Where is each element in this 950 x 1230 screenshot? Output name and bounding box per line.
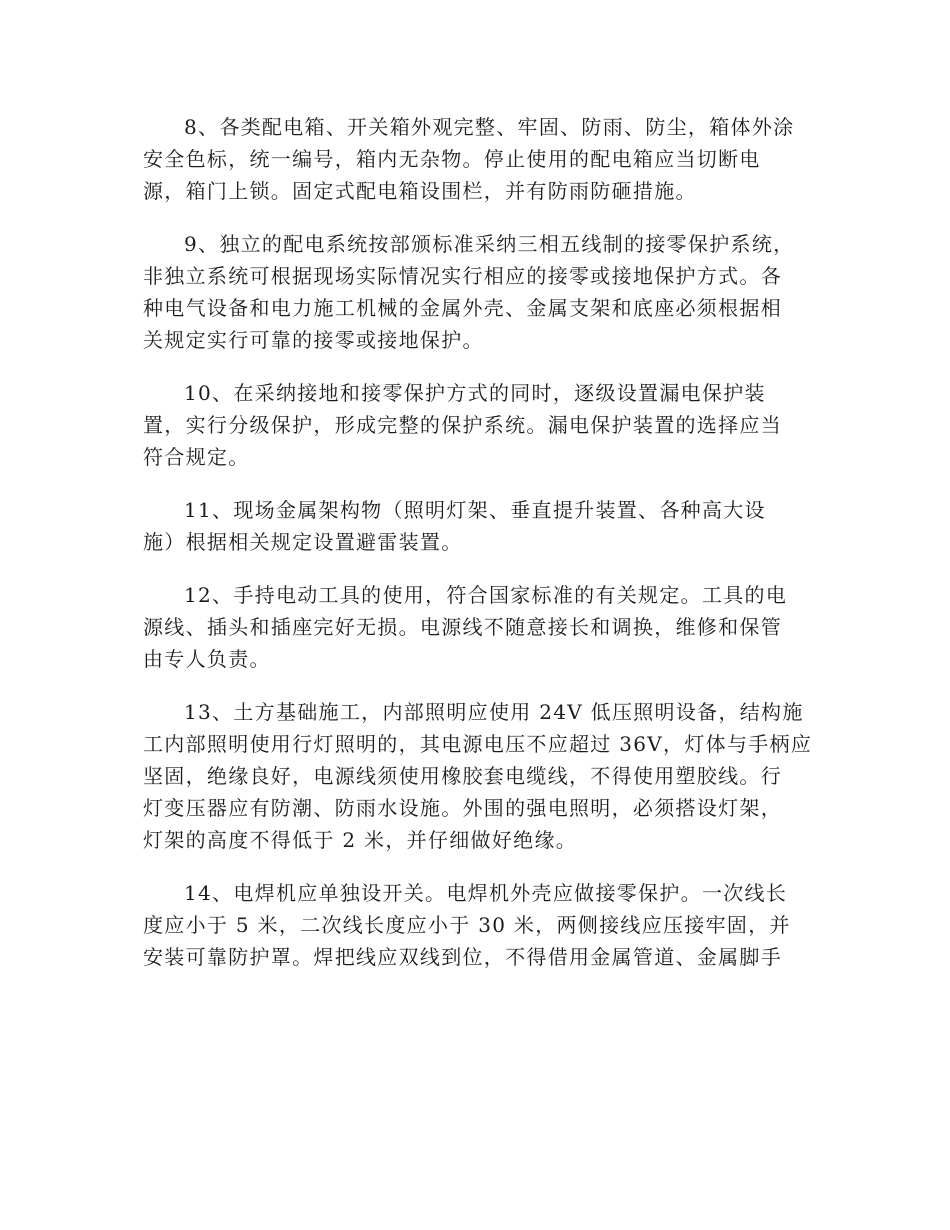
text-line: 工内部照明使用行灯照明的，其电源电压不应超过 36V，灯体与手柄应 [143,732,813,756]
text-line: 11、现场金属架构物（照明灯架、垂直提升装置、各种高大设 [184,498,766,522]
text-line: 安装可靠防护罩。焊把线应双线到位，不得借用金属管道、金属脚手 [143,945,782,969]
text-line: 关规定实行可靠的接零或接地保护。 [143,328,484,352]
text-line: 符合规定。 [143,445,250,469]
paragraph-10 [143,377,803,473]
paragraph-13 [143,696,813,856]
text-line: 14、电焊机应单独设开关。电焊机外壳应做接零保护。一次线长 [184,881,788,905]
text-line: 非独立系统可根据现场实际情况实行相应的接零或接地保护方式。各 [143,264,782,288]
text-line: 坚固，绝缘良好，电源线须使用橡胶套电缆线，不得使用塑胶线。行 [143,764,782,788]
paragraph-14 [143,877,803,973]
paragraph-8 [143,111,803,207]
text-line: 安全色标，统一编号，箱内无杂物。停止使用的配电箱应当切断电 [143,147,761,171]
text-line: 8、各类配电箱、开关箱外观完整、牢固、防雨、防尘，箱体外涂 [184,115,795,139]
text-line: 13、土方基础施工，内部照明应使用 24V 低压照明设备，结构施 [184,700,804,724]
paragraph-9 [143,228,803,356]
text-line: 施）根据相关规定设置避雷装置。 [143,530,463,554]
text-line: 由专人负责。 [143,647,271,671]
text-line: 10、在采纳接地和接零保护方式的同时，逐级设置漏电保护装 [184,381,766,405]
text-line: 源线、插头和插座完好无损。电源线不随意接长和调换，维修和保管 [143,615,782,639]
paragraph-12 [143,579,803,675]
paragraph-11 [143,494,803,558]
text-line: 灯架的高度不得低于 2 米，并仔细做好绝缘。 [143,828,578,852]
text-line: 度应小于 5 米，二次线长度应小于 30 米，两侧接线应压接牢固，并 [143,913,791,937]
text-line: 12、手持电动工具的使用，符合国家标准的有关规定。工具的电 [184,583,788,607]
text-line: 种电气设备和电力施工机械的金属外壳、金属支架和底座必须根据相 [143,296,782,320]
text-line: 灯变压器应有防潮、防雨水设施。外围的强电照明，必须搭设灯架， [143,796,782,820]
text-line: 置，实行分级保护，形成完整的保护系统。漏电保护装置的选择应当 [143,413,782,437]
text-line: 源，箱门上锁。固定式配电箱设围栏，并有防雨防砸措施。 [143,179,697,203]
text-line: 9、独立的配电系统按部颁标准采纳三相五线制的接零保护系统， [184,232,795,256]
document-body [143,111,813,994]
